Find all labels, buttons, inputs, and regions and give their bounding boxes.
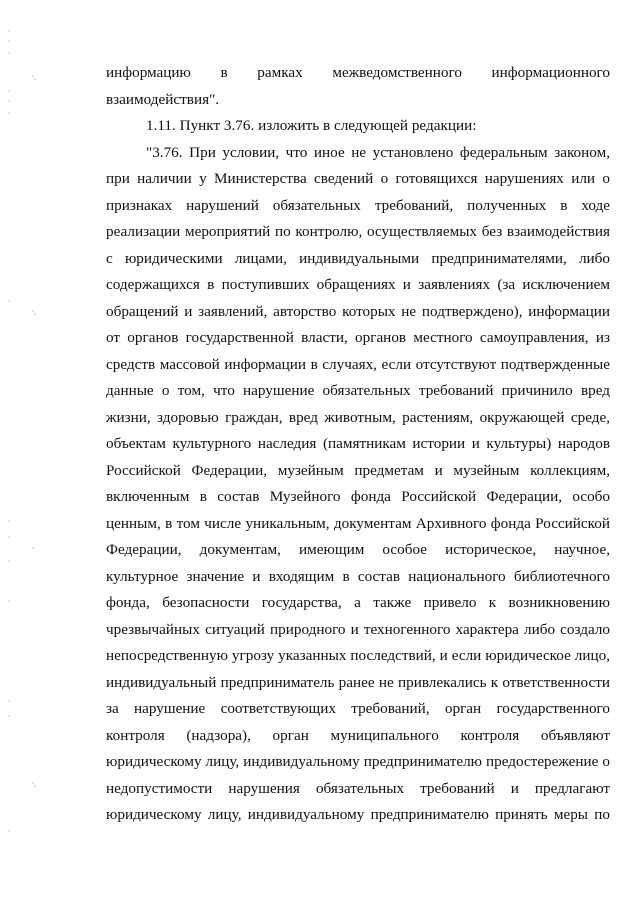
text-line: ценным, в том числе уникальным, документам Архивного фонда Российской <box>106 514 610 532</box>
text-line: индивидуальный предприниматель ранее не привлекались к ответственности <box>106 673 610 691</box>
text-line: "3.76. При условии, что иное не установлено федеральным законом, <box>146 143 610 161</box>
text-line: за нарушение соответствующих требований, орган государственного <box>106 700 610 717</box>
document-body <box>106 60 610 829</box>
text-line: при наличии у Министерства сведений о готовящихся нарушениях или о <box>106 170 610 187</box>
text-line: жизни, здоровью граждан, вред животным, растениям, окружающей среде, <box>106 408 610 426</box>
text-line: 1.11. Пункт 3.76. изложить в следующей редакции: <box>146 117 477 134</box>
text-line: средств массовой информации в случаях, если отсутствуют подтвержденные <box>106 355 610 373</box>
text-line: объектам культурного наследия (памятникам истории и культуры) народов <box>106 435 610 452</box>
text-line: недопустимости нарушения обязательных требований и предлагают <box>106 779 610 797</box>
text-line: от органов государственной власти, органов местного самоуправления, из <box>106 329 610 346</box>
text-line: обращений и заявлений, авторство которых не подтверждено), информации <box>106 302 610 320</box>
text-line: Федерации, документам, имеющим особое историческое, научное, <box>106 541 610 558</box>
text-line: реализации мероприятий по контролю, осуществляемых без взаимодействия <box>106 223 610 240</box>
text-line: с юридическими лицами, индивидуальными предпринимателями, либо <box>106 249 610 267</box>
text-line: содержащихся в поступивших обращениях и заявлениях (за исключением <box>106 276 610 293</box>
text-line: юридическому лицу, индивидуальному предпринимателю предостережение о <box>106 753 610 770</box>
text-line: культурное значение и входящим в состав национального библиотечного <box>106 567 610 585</box>
text-line: данные о том, что нарушение обязательных требований причинило вред <box>106 382 610 399</box>
text-line: чрезвычайных ситуаций природного и техногенного характера либо создало <box>106 620 610 638</box>
text-line: включенным в состав Музейного фонда Российской Федерации, особо <box>106 488 610 505</box>
text-line: взаимодействия". <box>106 90 220 108</box>
scan-artifact-marks <box>0 0 40 905</box>
text-line: контроля (надзора), орган муниципального контроля объявляют <box>106 726 610 744</box>
text-line: Российской Федерации, музейным предметам и музейным коллекциям, <box>106 461 610 479</box>
text-line: юридическому лицу, индивидуальному предпринимателю принять меры по <box>106 806 610 823</box>
text-line: признаках нарушений обязательных требований, полученных в ходе <box>106 196 610 214</box>
text-line: фонда, безопасности государства, а также привело к возникновению <box>106 594 610 611</box>
text-line: непосредственную угрозу указанных последствий, и если юридическое лицо, <box>106 647 610 664</box>
text-line: информацию в рамках межведомственного информационного <box>106 64 610 81</box>
